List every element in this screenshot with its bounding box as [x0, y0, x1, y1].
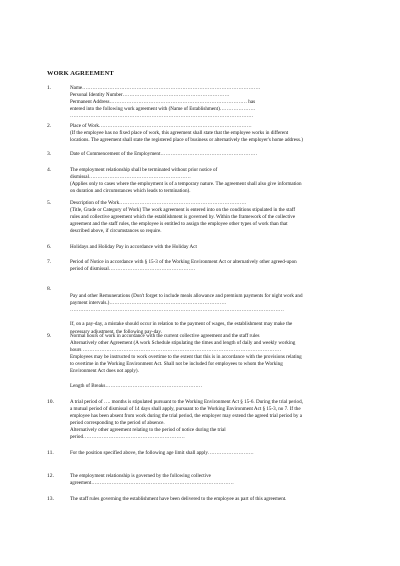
section-line: (Title, Grade or Category of Work) The work agreement is entered into on the conditions stipulated in the staff	[70, 207, 296, 214]
section-body	[70, 399, 354, 442]
section-line: Name……………………………………………………………………………………………	[70, 85, 261, 91]
section-line: Holidays and Holiday Pay in accordance with the Holiday Act	[70, 244, 197, 250]
section-line: ………………………………………………………………………………………………………………	[70, 307, 284, 314]
section-body	[70, 244, 354, 251]
section-line: dismissal……………………………………………………	[70, 174, 191, 181]
section-line: Personal Identity Number………………………………………………………	[70, 92, 230, 99]
section-line: to overtime in the Working Environment Act. Shall not be included for employees to whom the Working	[70, 361, 283, 368]
section-line: a mutual period of dismissal of 14 days shall apply, pursuant to the Working Environment Act § 15-3, no 7. If the	[70, 406, 301, 413]
section-line: rules and collective agreement which the establishment is governed by. Within the framework of the collective	[70, 214, 296, 221]
section-line: Permanent Address……………………………………………………………………… has	[70, 99, 256, 106]
section-line: Place of Work………………………………………………………………………………	[70, 123, 252, 129]
section-body	[70, 333, 354, 390]
section-number: 6.	[47, 244, 52, 250]
section-line: The employment relationship shall be terminated without prior notice of	[70, 167, 218, 173]
section-line: Description of the Work…………………………………………………………………	[70, 200, 247, 206]
section-number: 3.	[47, 151, 52, 157]
section-number: 11.	[47, 450, 54, 456]
section-line: period corresponding to the period of absence.	[70, 420, 165, 427]
section-line: If, on a pay-day, a mistake should occur in relation to the payment of wages, the establishment may make the	[70, 321, 293, 328]
section-body	[70, 123, 354, 144]
section-body	[70, 473, 354, 487]
section-line: period of dismissal……………………………………………	[70, 266, 196, 273]
section-line: Pay and other Remunerations (Don't forget to include meals allowance and premium payments for night work and	[70, 293, 303, 300]
section-line: Alternatively other Agreement (A work Schedule stipulating the times and length of daily and weekly working	[70, 340, 296, 347]
section-line: payment intervals.)……………………………………………………………	[70, 300, 227, 307]
section-line: described above, if circumstances so require.	[70, 228, 162, 235]
section-body	[70, 450, 354, 457]
section-line: A trial period of …. months is stipulated pursuant to the Working Environment Act § 15-6. During the trial period,	[70, 399, 303, 405]
section-line: hours ………………………………………………………………………………………………………	[70, 347, 282, 354]
section-line: Date of Commencement of the Employment…………………………………………………	[70, 151, 258, 157]
section-line	[70, 286, 354, 293]
section-line: agreement…………………………………………………………………………	[70, 480, 234, 487]
section-body	[70, 151, 354, 158]
section-number: 12.	[47, 473, 54, 479]
section-line: (Applies only to cases where the employment is of a temporary nature. The agreement shall also give information	[70, 181, 302, 188]
section-line: employee has been absent from work during the trial period, the employer may extend the agreed trial period by a	[70, 413, 302, 420]
section-line: period……………………………………………………	[70, 434, 185, 441]
section-line	[70, 314, 354, 321]
section-line: The employment relationship is governed by the following collective	[70, 473, 211, 479]
section-line: Environment Act does not apply).	[70, 368, 139, 375]
section-line: For the position specified above, the following age limit shall apply………………………	[70, 450, 254, 456]
section-number: 8.	[47, 286, 52, 292]
section-body	[70, 496, 354, 503]
section-line: Employees may be instructed to work overtime to the extent that this is in accordance with the provisions relating	[70, 354, 302, 361]
section-line: Alternatively other agreement relating to the period of notice during the trial	[70, 427, 226, 434]
section-line: necessary adjustment, the following pay-day.	[70, 328, 162, 335]
document-title: WORK AGREEMENT	[47, 70, 114, 77]
section-line: Length of Breaks…………………………………………………	[70, 382, 203, 389]
section-number: 9.	[47, 333, 52, 339]
section-body	[70, 167, 354, 195]
section-number: 4.	[47, 167, 52, 173]
section-body	[70, 259, 354, 273]
section-number: 7.	[47, 259, 52, 265]
section-body	[70, 85, 354, 120]
section-line: The staff rules governing the establishment have been delivered to the employee as part of this agreement.	[70, 496, 287, 502]
section-number: 5.	[47, 200, 52, 206]
section-line	[70, 376, 354, 383]
section-number: 10.	[47, 399, 54, 405]
section-line: (If the employee has no fixed place of work, this agreement shall state that the employee works in different	[70, 130, 289, 137]
section-line: ………………………………………………………………………………………………	[70, 113, 254, 120]
section-number: 1.	[47, 85, 52, 91]
section-number: 13.	[47, 496, 54, 502]
section-body	[70, 286, 354, 336]
section-line: on duration and circumstances which leads to termination).	[70, 188, 191, 195]
section-line: Period of Notice in accordance with § 15-3 of the Working Environment Act or alternatively other agreed-upon	[70, 259, 297, 265]
section-line: agreement and the staff rules, the employee is entitled to assign the employee other types of work than that	[70, 221, 288, 228]
section-line: Normal hours of work in accordance with the current collective agreement and the staff rules	[70, 333, 260, 339]
section-body	[70, 200, 354, 235]
section-line: locations. The agreement shall state the registered place of business or alternatively the employer's home address.)	[70, 137, 303, 144]
section-line: entered into the following work agreement with (Name of Establishment)…………………	[70, 106, 256, 113]
section-number: 2.	[47, 123, 52, 129]
